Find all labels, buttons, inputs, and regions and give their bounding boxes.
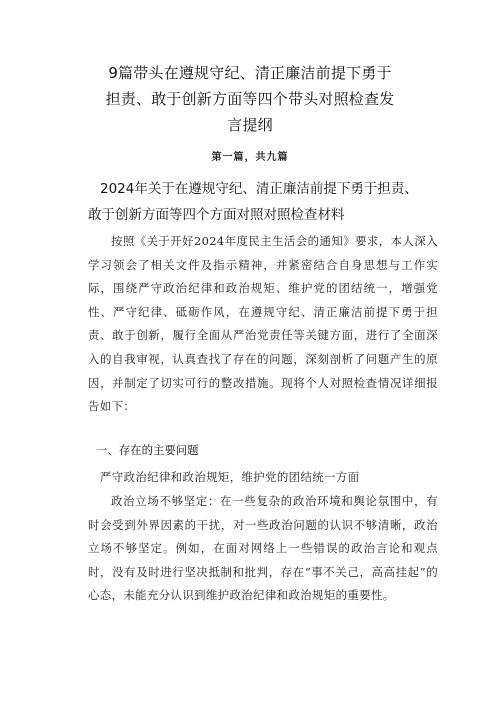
document-title-line-2: 担责、敢于创新方面等四个带头对照检查发 xyxy=(105,90,395,108)
chapter-marker: 第一篇，共九篇 xyxy=(211,152,289,163)
body-paragraph: 政治立场不够坚定：在一些复杂的政治环境和舆论氛围中，有时会受到外界因素的干扰，对一些政治问题的认识不够清晰，政治立场不够坚定。例如，在面对网络上一些错误的政治言论和观点时，没有及时进行坚决抵制和批判，存在“事不关己，高高挂起”的心态，未能充分认识到维护政治纪律和政治规矩的重要性。 xyxy=(88,494,438,603)
document-title xyxy=(60,60,440,138)
document-title-line-3: 言提纲 xyxy=(227,116,273,134)
intro-paragraph: 按照《关于开好2024年度民主生活会的通知》要求，本人深入学习领会了相关文件及指示精神，并紧密结合自身思想与工作实际，围绕严守政治纪律和政治规矩、维护党的团结统一，增强党性、严守纪律、砥砺作风，在遵规守纪、清正廉洁前提下勇于担责、敢于创新，履行全面从严治党责任等关键方面，进行了全面深入的自我审视，认真查找了存在的问题，深刻剖析了问题产生的原因，并制定了切实可行的整改措施。现将个人对照检查情况详细报告如下： xyxy=(88,234,438,414)
article-title-line-1: 2024年关于在遵规守纪、清正廉洁前提下勇于担责、 xyxy=(100,181,418,197)
article-title xyxy=(75,176,435,228)
document-title-line-1: 9篇带头在遵规守纪、清正廉洁前提下勇于 xyxy=(108,64,392,82)
article-title-line-2: 敢于创新方面等四个方面对照对照检查材料 xyxy=(88,207,345,223)
subsection-heading: 严守政治纪律和政治规矩，维护党的团结统一方面 xyxy=(100,470,360,484)
section-heading: 一、存在的主要问题 xyxy=(96,443,199,457)
